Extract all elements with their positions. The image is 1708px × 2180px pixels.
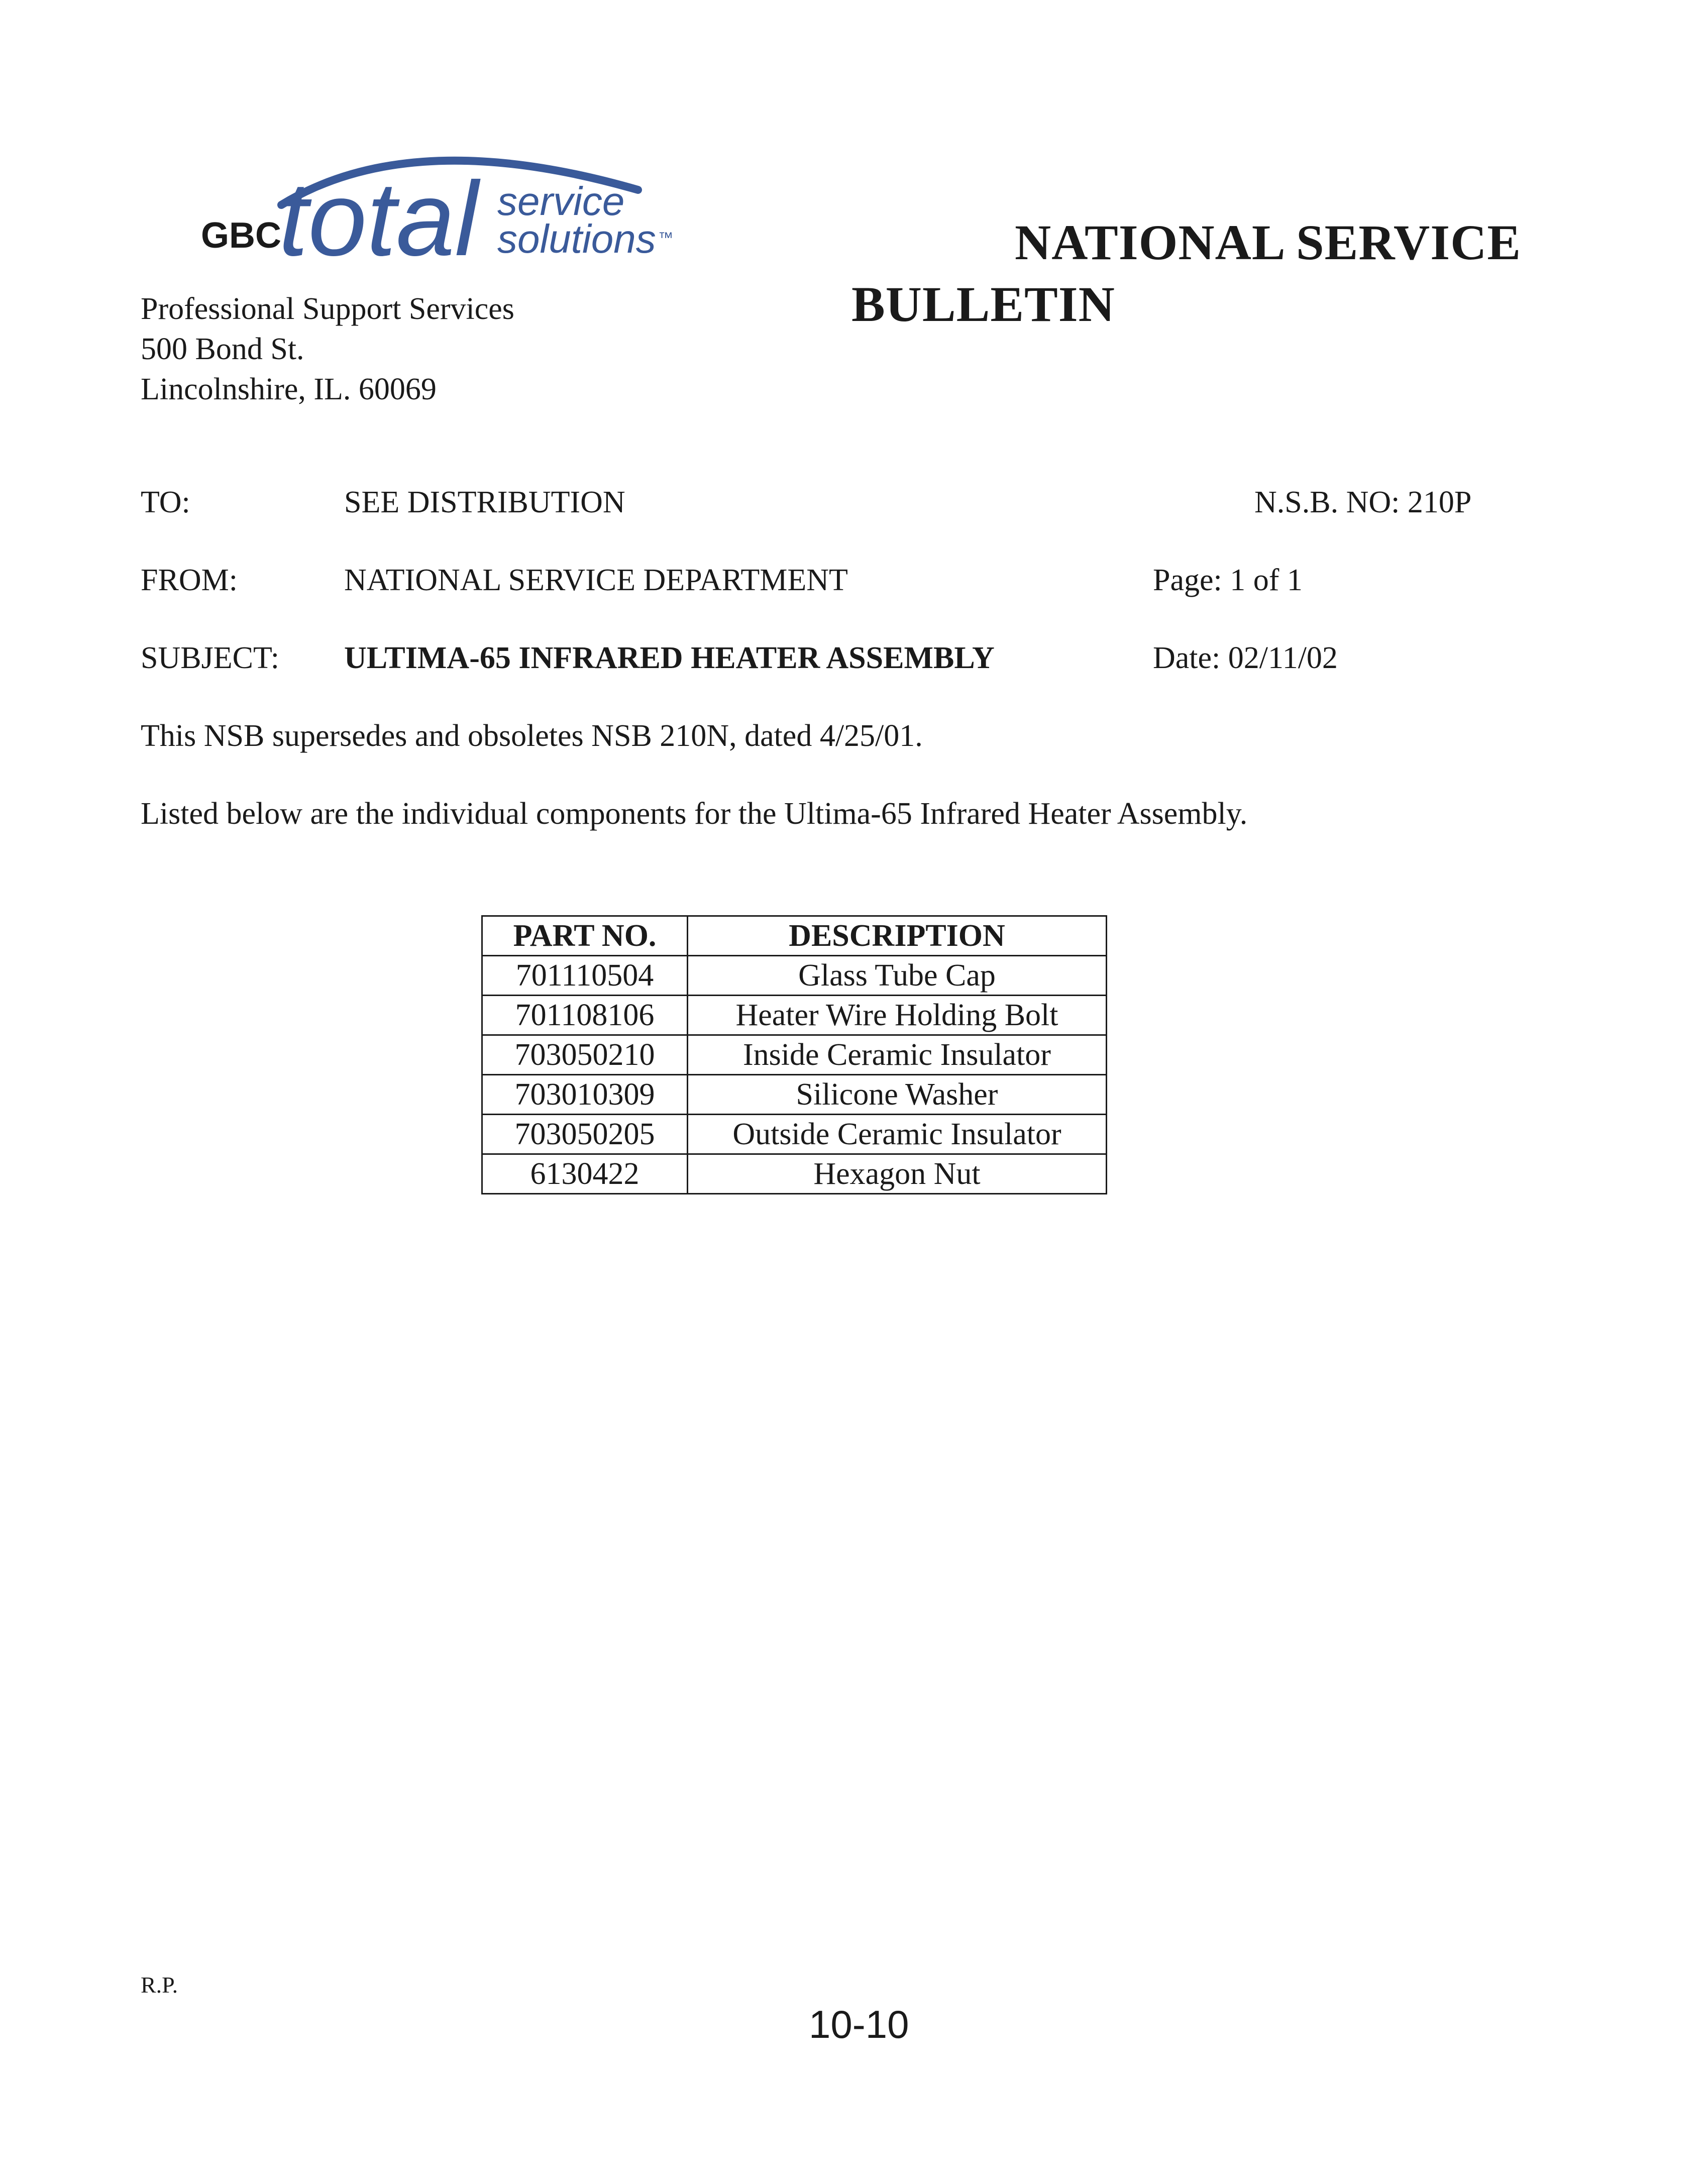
from-label: FROM: [141,563,238,597]
logo-word: total [279,160,478,270]
part-description: Hexagon Nut [688,1154,1107,1194]
part-number: 703050205 [482,1115,688,1154]
to-label: TO: [141,485,190,519]
column-header-description: DESCRIPTION [688,916,1107,956]
author-initials: R.P. [141,1972,178,1998]
part-description: Outside Ceramic Insulator [688,1115,1107,1154]
part-number: 701110504 [482,956,688,996]
subject-label: SUBJECT: [141,641,279,675]
part-number: 703050210 [482,1035,688,1075]
logo-line2: solutions [497,216,656,261]
subject-value: ULTIMA-65 INFRARED HEATER ASSEMBLY [344,641,995,675]
table-row [482,996,1107,1035]
page-number: 10-10 [809,2002,909,2046]
table-row [482,1075,1107,1115]
logo-brand: GBC [201,215,281,256]
part-number: 701108106 [482,996,688,1035]
logo-tm: ™ [658,230,673,246]
table-header-row [482,916,1107,956]
address-line-2: 500 Bond St. [141,332,304,366]
logo-line1: service [497,179,625,224]
part-number: 6130422 [482,1154,688,1194]
part-description: Heater Wire Holding Bolt [688,996,1107,1035]
supersedes-note: This NSB supersedes and obsoletes NSB 210N, dated 4/25/01. [141,719,923,753]
part-description: Glass Tube Cap [688,956,1107,996]
table-row [482,1115,1107,1154]
bulletin-title-line-2: BULLETIN [851,276,1115,332]
bulletin-title-line-1: NATIONAL SERVICE [1015,214,1522,270]
address-block [141,289,514,409]
address-line-3: Lincolnshire, IL. 60069 [141,372,437,406]
to-value: SEE DISTRIBUTION [344,485,625,519]
table-row [482,956,1107,996]
table-row [482,1154,1107,1194]
from-value: NATIONAL SERVICE DEPARTMENT [344,563,848,597]
gbc-total-service-solutions-logo [201,130,683,270]
page-of: Page: 1 of 1 [1153,563,1303,597]
part-description: Silicone Washer [688,1075,1107,1115]
part-description: Inside Ceramic Insulator [688,1035,1107,1075]
table-row [482,1035,1107,1075]
column-header-part-no: PART NO. [482,916,688,956]
address-line-1: Professional Support Services [141,292,514,326]
nsb-number: N.S.B. NO: 210P [1254,485,1472,519]
parts-table [481,915,1107,1194]
part-number: 703010309 [482,1075,688,1115]
intro-paragraph: Listed below are the individual components for the Ultima-65 Infrared Heater Assembly. [141,797,1248,831]
bulletin-date: Date: 02/11/02 [1153,641,1338,675]
